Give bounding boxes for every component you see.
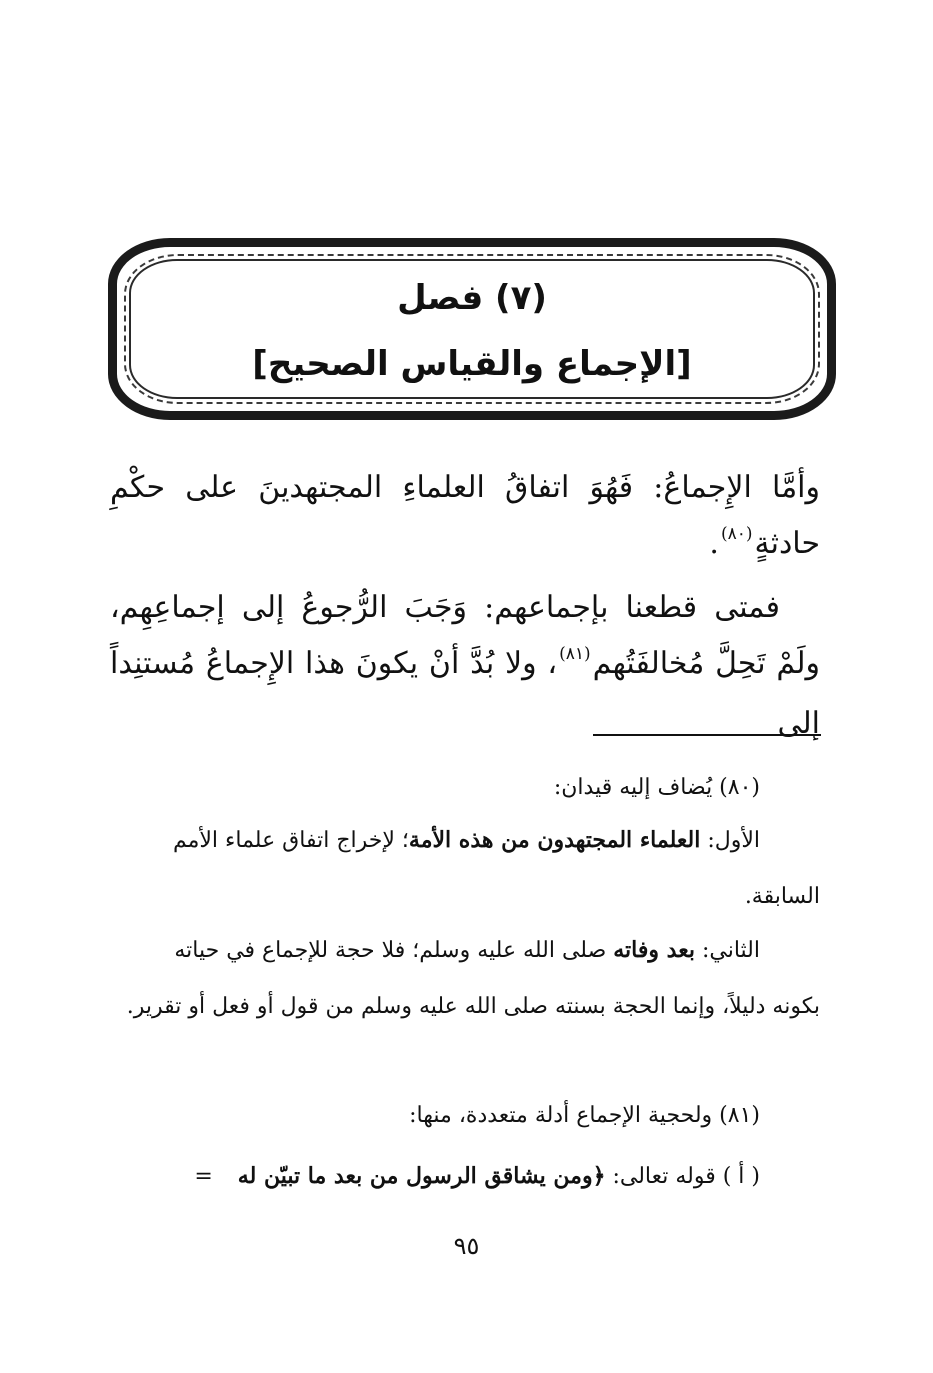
footnote-80-second-rest: صلى الله عليه وسلم؛ فلا حجة للإجماع في حياته بكونه دليلاً، وإنما الحجة بسنته صلى الله عليه وسلم من قول أو فعل أو تقرير. xyxy=(126,938,820,1019)
footnote-marker-81: (٨١) xyxy=(559,644,591,664)
footnote-80-first-label: الأول: xyxy=(707,828,760,853)
paragraph-definition-text: وأمَّا الإِجماعُ: فَهُوَ اتفاقُ العلماءِ المجتهدينَ على حكْمِ حادثةٍ xyxy=(110,470,820,561)
paragraph-consensus-start: فمتى قطعنا بإجماعهم: وَجَبَ الرُّجوعُ إلى إجماعِهِم، ولَمْ تَحِلَّ مُخالفَتُهم xyxy=(110,590,820,681)
footnote-80-first-rest: ؛ لإخراج اتفاق علماء الأمم السابقة. xyxy=(172,828,820,909)
footnote-81-a-continuation: = xyxy=(194,1164,213,1189)
footnote-separator xyxy=(593,734,821,736)
footnote-80-second xyxy=(120,922,820,1035)
footnote-80-second-bold: بعد وفاته xyxy=(613,937,695,963)
paragraph-definition-end: . xyxy=(709,526,719,561)
footnote-81-a xyxy=(110,1148,820,1205)
chapter-title-frame xyxy=(108,238,836,420)
footnote-80-second-label: الثاني: xyxy=(701,938,760,963)
footnote-80-first-bold: العلماء المجتهدون من هذه الأمة xyxy=(408,827,701,853)
chapter-subtitle: [الإجماع والقياس الصحيح] xyxy=(252,344,692,384)
paragraph-consensus xyxy=(110,580,820,752)
chapter-title: (٧) فصل xyxy=(397,278,547,318)
footnote-81-intro: (٨١) ولحجية الإجماع أدلة متعددة، منها: xyxy=(409,1103,760,1128)
page-number: ٩٥ xyxy=(453,1232,480,1260)
footnote-80-first xyxy=(120,812,820,925)
footnote-81-a-verse: ﴿ومن يشاقق الرسول من بعد ما تبيّن له xyxy=(237,1163,606,1189)
footnote-marker-80: (٨٠) xyxy=(720,524,753,544)
paragraph-definition xyxy=(110,460,820,576)
footnote-80-intro: (٨٠) يُضاف إليه قيدان: xyxy=(553,775,760,800)
footnote-81-a-label: ( أ ) قوله تعالى: xyxy=(612,1164,760,1189)
paragraph-consensus-end: ، ولا بُدَّ أنْ يكونَ هذا الإِجماعُ مُستنِداً إلى xyxy=(110,646,820,741)
